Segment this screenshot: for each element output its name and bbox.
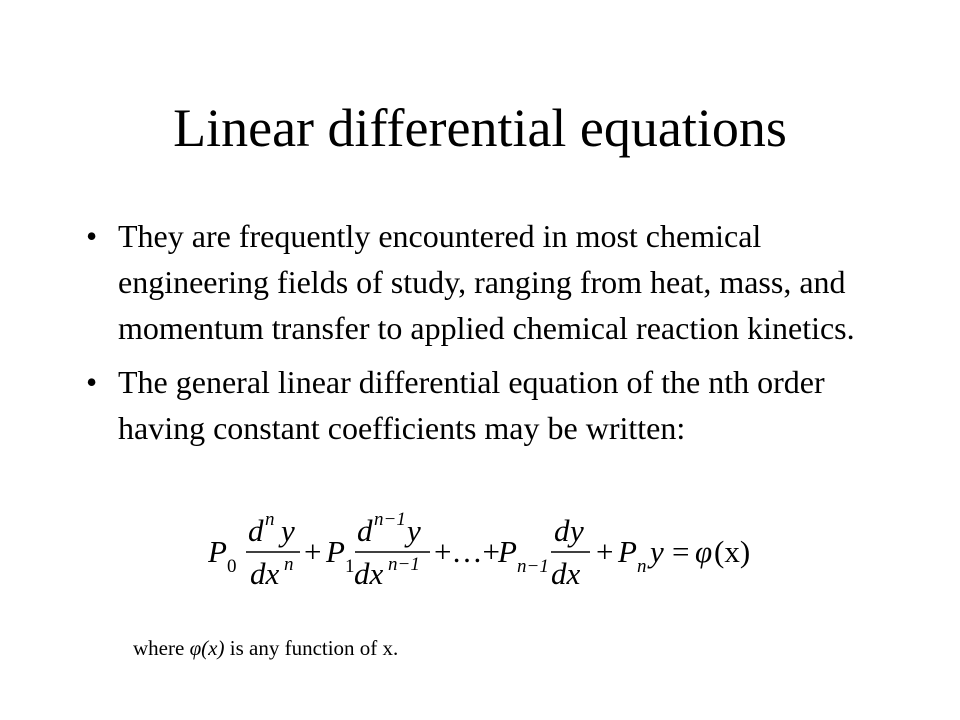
eq-exp: n	[265, 509, 275, 530]
footnote-function: φ(x)	[189, 636, 225, 660]
eq-coef-p: P	[326, 534, 345, 569]
equation-svg	[208, 508, 768, 598]
bullet-dot-icon: •	[86, 218, 98, 254]
bullet-text: The general linear differential equation of the nth order having constant coefficients may be written:	[118, 364, 825, 446]
eq-y: y	[570, 513, 584, 548]
eq-exp: n−1	[388, 554, 420, 575]
eq-phi: φ	[695, 534, 713, 569]
eq-coef-p: P	[208, 534, 227, 569]
eq-sub: n−1	[517, 556, 549, 577]
eq-sub: n	[637, 556, 647, 577]
eq-plus: +	[304, 534, 322, 569]
eq-sub: 0	[227, 556, 237, 577]
bullet-dot-icon: •	[86, 364, 98, 400]
eq-arg: (x)	[714, 534, 751, 569]
eq-dx: dx	[354, 556, 384, 591]
eq-d: d	[248, 513, 264, 548]
eq-y: y	[407, 513, 421, 548]
eq-exp: n−1	[374, 509, 406, 530]
eq-coef-p: P	[498, 534, 517, 569]
bullet-text: They are frequently encountered in most chemical engineering fields of study, ranging from heat, mass, and momentum transfer to applied chemical reaction kinetics.	[118, 218, 855, 346]
eq-exp: n	[284, 554, 294, 575]
bullet-item	[80, 213, 880, 351]
eq-sub: 1	[345, 556, 355, 577]
footnote-prefix: where	[133, 636, 190, 660]
eq-ellipsis: +…+	[434, 534, 500, 569]
footnote-suffix: is any function of x.	[224, 636, 399, 660]
bullet-list	[80, 213, 880, 459]
eq-d: d	[554, 513, 570, 548]
eq-dx: dx	[250, 556, 280, 591]
footnote	[133, 634, 398, 662]
eq-dx: dx	[551, 556, 581, 591]
eq-y: y	[281, 513, 295, 548]
eq-y: y	[650, 534, 664, 569]
slide-title: Linear differential equations	[173, 98, 787, 158]
eq-d: d	[357, 513, 373, 548]
eq-coef-p: P	[618, 534, 637, 569]
eq-equals: =	[672, 534, 690, 569]
equation	[208, 508, 768, 598]
bullet-item	[80, 359, 880, 451]
eq-plus: +	[596, 534, 614, 569]
